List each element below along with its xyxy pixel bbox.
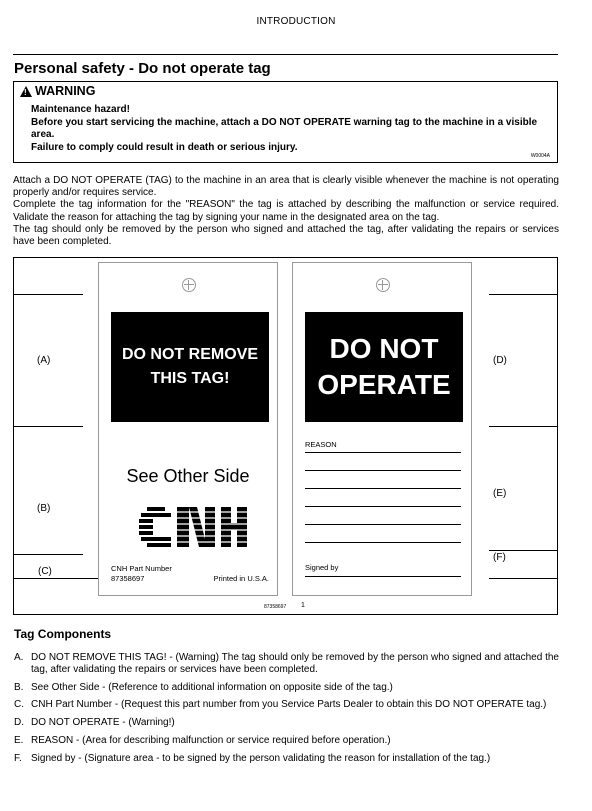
signature-line — [305, 576, 461, 577]
part-number-value: 87358697 — [111, 574, 145, 583]
tag-front — [98, 262, 278, 596]
item-text: DO NOT OPERATE - (Warning!) — [31, 717, 175, 729]
warning-heading-text: WARNING — [35, 84, 96, 98]
list-item — [14, 699, 559, 711]
item-text: See Other Side - (Reference to additional information on opposite side of the tag.) — [31, 681, 393, 693]
warning-line: Failure to comply could result in death or serious injury. — [31, 141, 298, 153]
list-item — [14, 717, 559, 729]
item-letter: C. — [14, 699, 24, 711]
banner-line: OPERATE — [317, 369, 451, 400]
do-not-remove-banner — [111, 312, 269, 422]
banner-line: DO NOT — [329, 333, 439, 364]
warning-triangle-icon: ! — [20, 86, 32, 97]
item-letter: A. — [14, 652, 24, 663]
warning-body — [31, 104, 546, 154]
callout-line — [489, 426, 557, 427]
list-item — [14, 652, 559, 676]
cnh-logo-icon — [137, 501, 249, 553]
tag-hole-icon — [182, 278, 196, 292]
warning-code: W0004A — [530, 153, 550, 159]
intro-paragraph: Complete the tag information for the "REASON" the tag is attached by describing the malfunction or service required. Validate the reason for attaching the tag by signing your name in the designated area on the tag. — [13, 199, 559, 223]
reason-line — [305, 488, 461, 489]
part-number-label: CNH Part Number — [111, 564, 172, 573]
callout-line — [14, 578, 98, 579]
warning-line: Before you start servicing the machine, attach a DO NOT OPERATE warning tag to the machine in a visible area. — [31, 116, 538, 140]
tag-hole-icon — [376, 278, 390, 292]
item-letter: E. — [14, 734, 24, 746]
banner-line: THIS TAG! — [150, 370, 230, 387]
callout-d: (D) — [493, 355, 507, 366]
list-item — [14, 753, 559, 765]
do-not-operate-banner — [305, 312, 463, 422]
callout-line — [14, 294, 83, 295]
reason-label: REASON — [305, 440, 337, 449]
components-list — [14, 652, 559, 771]
callout-line — [489, 578, 557, 579]
banner-line: DO NOT REMOVE — [121, 346, 258, 363]
see-other-side-text: See Other Side — [126, 466, 250, 486]
callout-e: (E) — [493, 488, 507, 499]
callout-f: (F) — [493, 552, 506, 563]
header-rule — [13, 54, 558, 55]
list-item — [14, 682, 559, 694]
warning-box — [13, 81, 558, 163]
item-letter: F. — [14, 752, 22, 764]
tag-figure — [13, 257, 558, 615]
callout-line — [14, 554, 83, 555]
reason-line — [305, 542, 461, 543]
callout-line — [489, 294, 557, 295]
warning-line: Maintenance hazard! — [31, 104, 130, 115]
reason-line — [305, 452, 461, 453]
item-text: CNH Part Number - (Request this part number from you Service Parts Dealer to obtain this DO NOT OPERATE tag.) — [31, 699, 547, 711]
intro-text — [13, 175, 559, 248]
item-letter: D. — [14, 717, 24, 729]
reason-line — [305, 470, 461, 471]
reason-line — [305, 506, 461, 507]
callout-b: (B) — [37, 503, 51, 514]
list-item — [14, 735, 559, 747]
item-text: Signed by - (Signature area - to be signed by the person validating the reason for installation of the tag.) — [31, 752, 491, 764]
figure-number: 1 — [301, 602, 305, 609]
callout-a: (A) — [37, 355, 51, 366]
item-text: REASON - (Area for describing malfunction or service required before operation.) — [31, 734, 391, 746]
figure-code: 87358697 — [264, 604, 287, 610]
signed-by-label: Signed by — [305, 563, 339, 572]
item-text: DO NOT REMOVE THIS TAG! - (Warning) The tag should only be removed by the person who signed and attached the tag, after validating the repairs or services have been completed. — [31, 652, 559, 675]
section-header: INTRODUCTION — [256, 16, 336, 27]
tag-back — [292, 262, 472, 596]
callout-line — [14, 426, 83, 427]
components-title: Tag Components — [14, 627, 112, 641]
reason-line — [305, 524, 461, 525]
callout-c: (C) — [38, 566, 52, 577]
warning-heading — [20, 84, 95, 98]
printed-in-text: Printed in U.S.A. — [213, 574, 269, 583]
item-letter: B. — [14, 681, 24, 693]
intro-paragraph: The tag should only be removed by the person who signed and attached the tag, after validating the repairs or services have been completed. — [13, 223, 559, 248]
callout-line — [489, 550, 557, 551]
page-title: Personal safety - Do not operate tag — [14, 60, 271, 77]
intro-paragraph: Attach a DO NOT OPERATE (TAG) to the machine in an area that is clearly visible whenever the machine is not operating properly and/or requires service. — [13, 175, 559, 199]
